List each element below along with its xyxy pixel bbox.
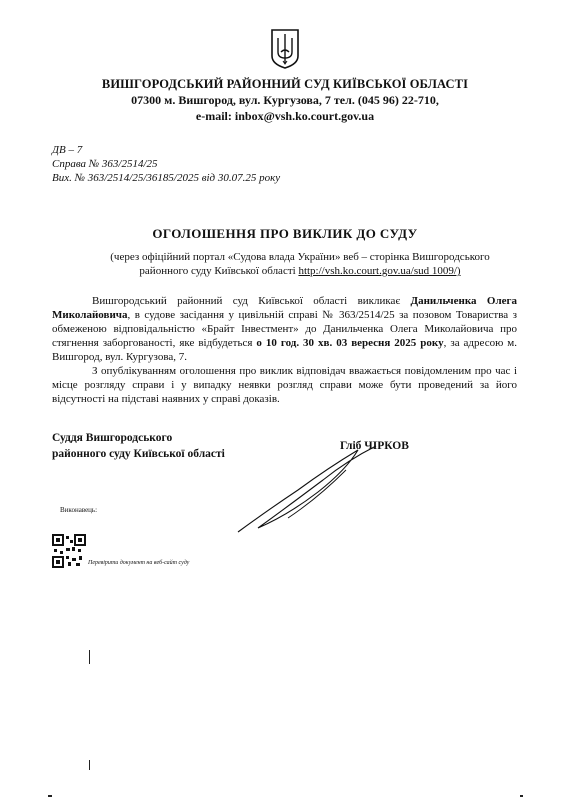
scan-artifact [89,650,90,664]
subtitle [90,250,510,278]
summons-paragraph [52,294,517,364]
subtitle-text: (через офіційний портал «Судова влада України» веб – сторінка Вишгородського районного суду Київської області [110,251,490,277]
p1-intro: Вишгородський районний суд Київської області викликає [92,295,411,307]
court-address: 07300 м. Вишгород, вул. Кургузова, 7 тел. (045 96) 22-710, [131,93,439,107]
executor-label: Виконавець: [60,506,98,514]
scan-artifact [520,795,523,797]
notice-paragraph: З опублікуванням оголошення про виклик відповідач вважається повідомленим про час і місце розгляду справи і у випадку неявки розгляд справи може бути проведений за його відсутності на підставі наявних у справі доказів. [52,365,517,405]
coat-of-arms-icon [270,28,300,70]
scan-artifact [48,795,52,797]
court-email: e-mail: inbox@vsh.ko.court.gov.ua [195,109,375,123]
court-name: ВИШГОРОДСЬКИЙ РАЙОННИЙ СУД КИЇВСЬКОЇ ОБЛАСТІ [101,77,469,91]
judge-title-line2: районного суду Київської області [52,448,225,460]
p1-address: , за адресою м. Вишгород, вул. Кургузова, 7. [52,337,517,363]
judge-title-line1: Суддя Вишгородського [52,432,173,444]
p1-case: , в судове засідання у цивільній справі № 363/2514/25 за позовом Товариства з обмеженою відповідальністю «Брайт Інвестмент» до Данильченка Олега Миколайовича про стягнення заборгованості, яке відбудеться [52,309,517,349]
defendant-name: Данильченка Олега Миколайовича [52,295,517,321]
document-title: ОГОЛОШЕННЯ ПРО ВИКЛИК ДО СУДУ [152,226,418,241]
scan-artifact [89,760,90,770]
judge-title [52,430,225,462]
hearing-datetime: о 10 год. 30 хв. 03 вересня 2025 року [256,337,444,349]
outgoing-number: Вих. № 363/2514/25/36185/2025 від 30.07.25 року [52,172,281,184]
form-code: ДВ – 7 [52,144,83,156]
court-website-link[interactable]: http://vsh.ko.court.gov.ua/sud 1009/) [298,265,461,277]
handwritten-signature [228,440,388,540]
judge-name: Гліб ЧІРКОВ [340,440,409,452]
qr-code-icon[interactable] [52,534,86,568]
qr-caption: Перевірити документ на веб-сайт суду [88,560,190,566]
case-number: Справа № 363/2514/25 [52,158,158,170]
